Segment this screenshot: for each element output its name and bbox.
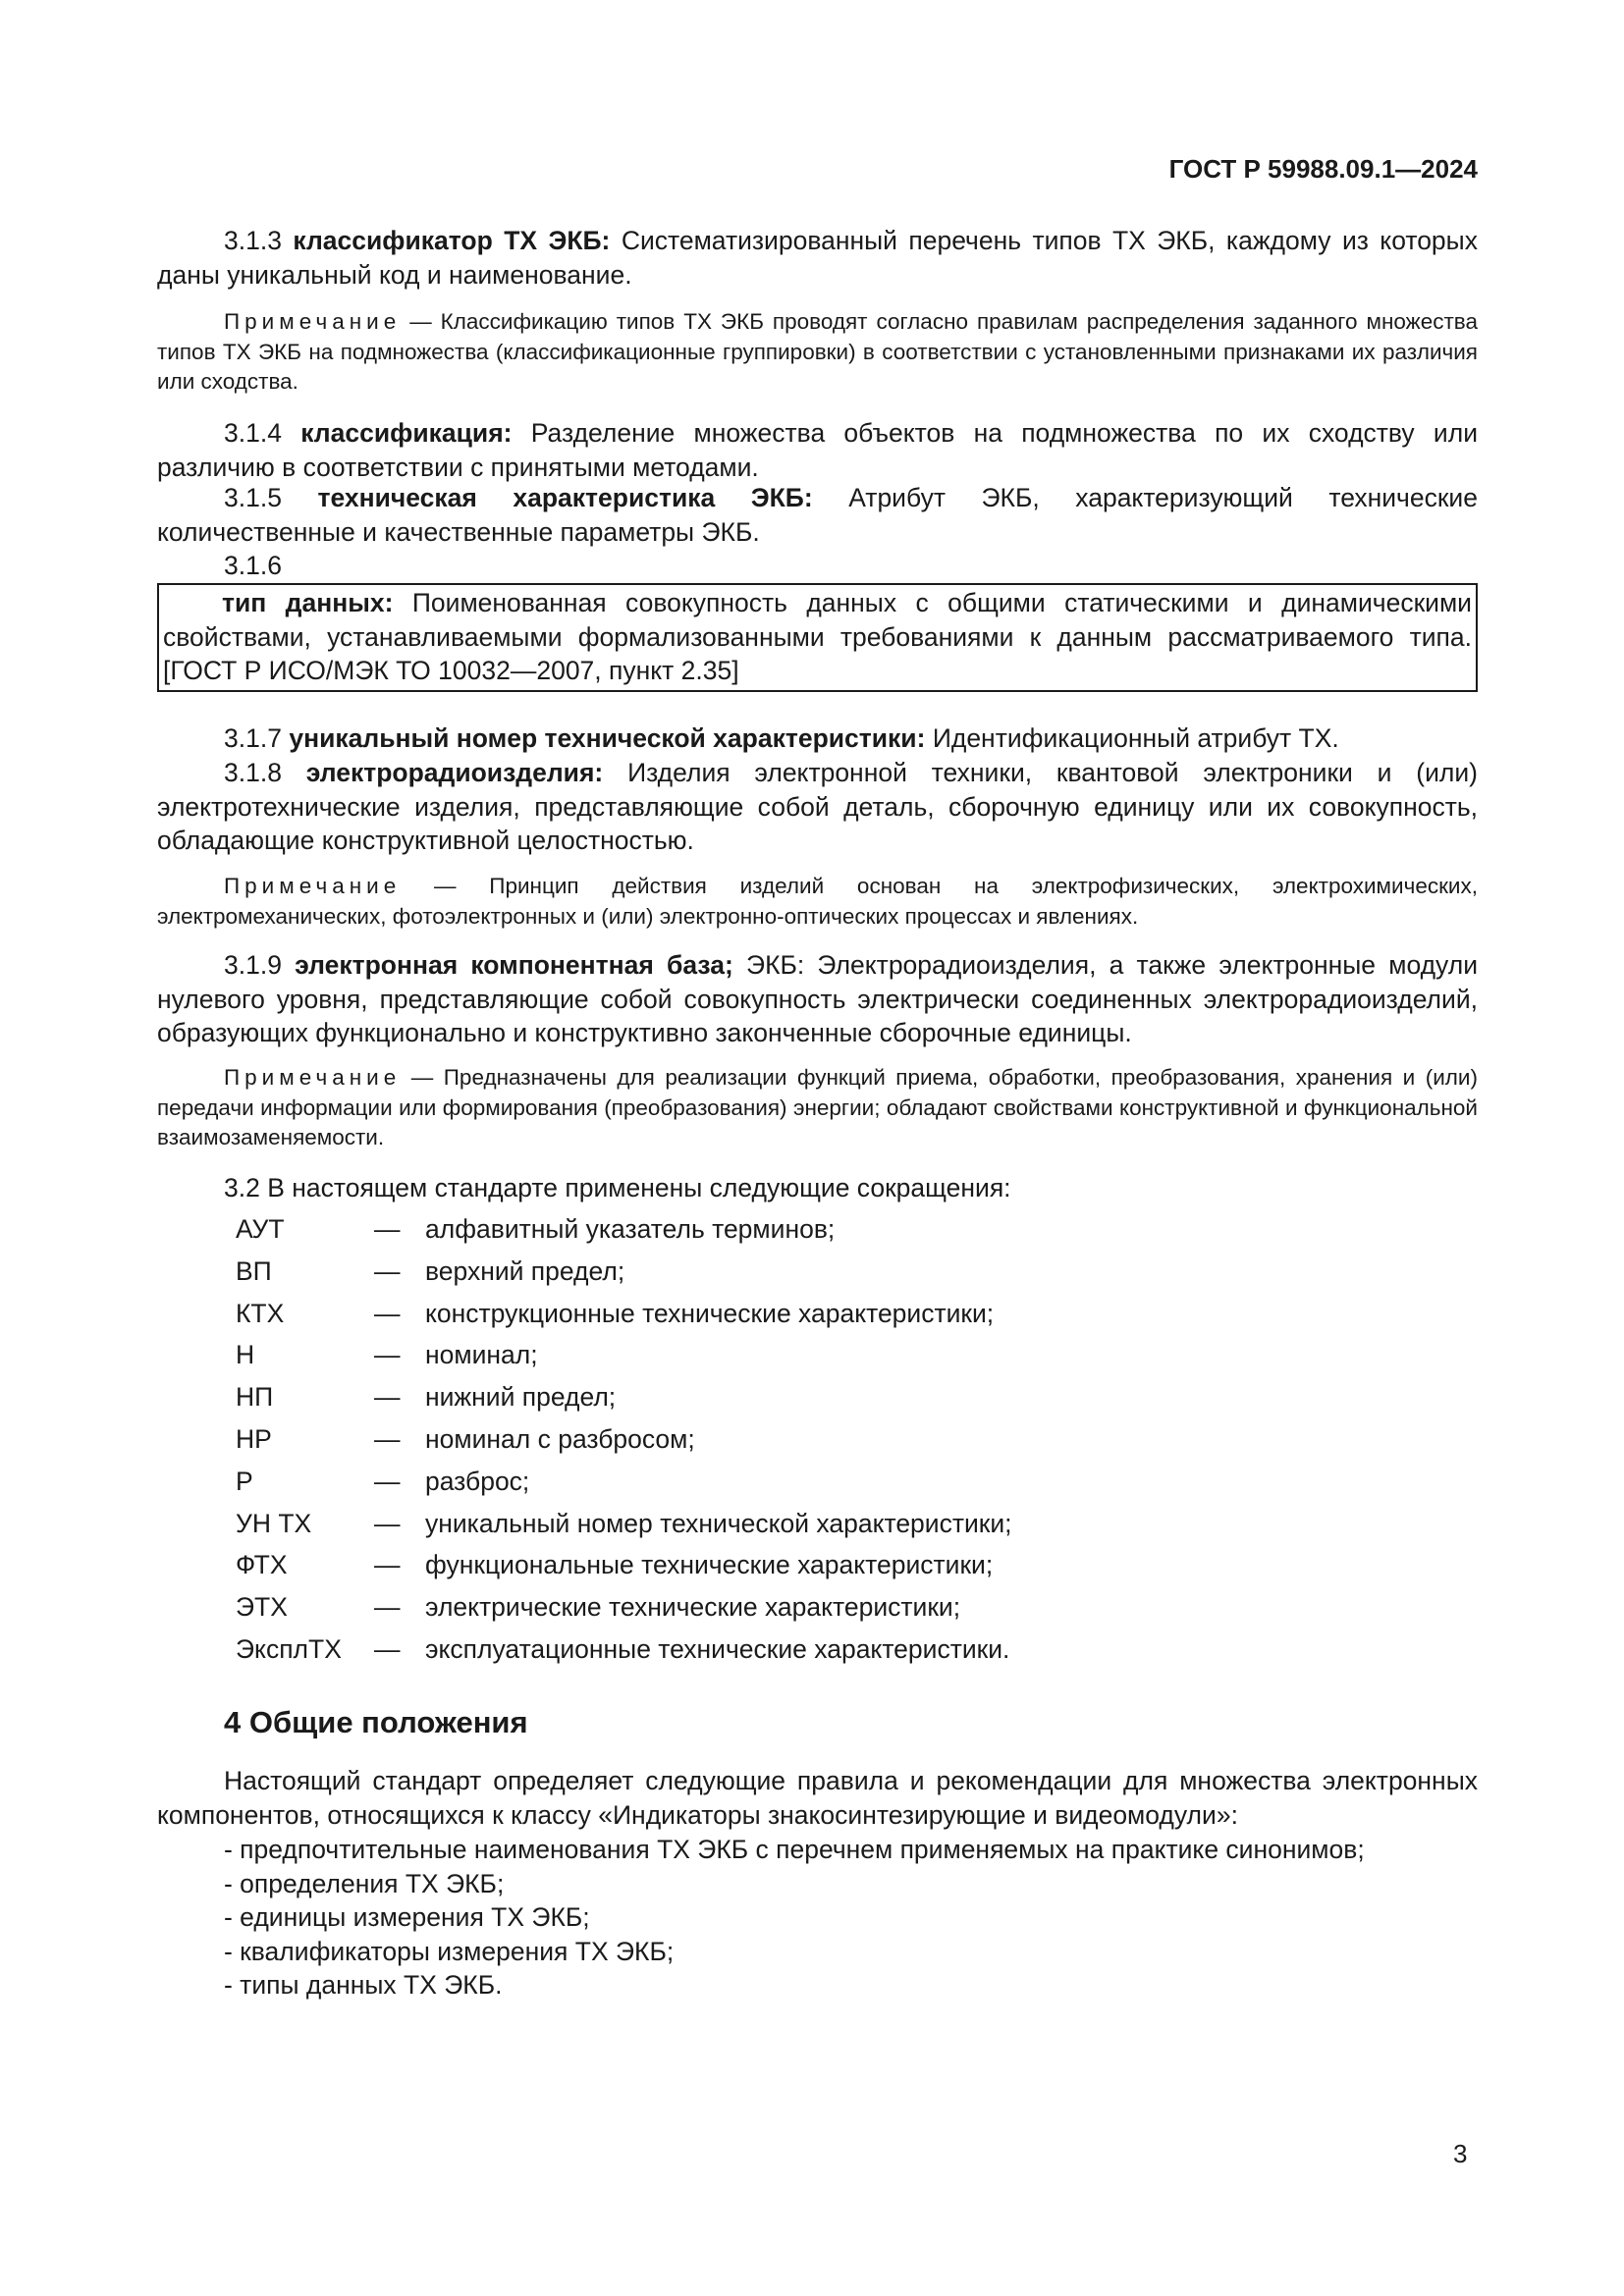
abbreviation-definition: эксплуатационные технические характеристики.: [425, 1633, 1010, 1664]
term-3-1-4: [157, 416, 1478, 484]
abbreviation-row: [236, 1255, 1218, 1297]
abbreviation-row: [236, 1297, 1218, 1339]
term-3-1-9: [157, 948, 1478, 1050]
abbreviation: НП: [236, 1382, 274, 1413]
abbreviations-intro-block: [157, 1171, 1478, 1205]
abbreviation-definition: электрические технические характеристики;: [425, 1592, 961, 1623]
dash: —: [374, 1508, 401, 1538]
section-heading: 4 Общие положения: [224, 1705, 528, 1739]
note-1: [157, 307, 1478, 398]
list-item: - типы данных ТХ ЭКБ.: [224, 1970, 503, 2000]
abbreviation: АУТ: [236, 1214, 285, 1244]
term-name: электрорадиоизделия:: [305, 758, 604, 787]
dash: —: [374, 1255, 401, 1286]
note-label: Примечание: [224, 874, 402, 898]
document-header: ГОСТ Р 59988.09.1—2024: [1168, 154, 1478, 184]
dash: —: [374, 1214, 401, 1244]
term-3-1-3: [157, 224, 1478, 292]
section-4-list: [224, 1833, 1451, 2002]
dash: —: [374, 1633, 401, 1664]
note-text: — Принцип действия изделий основан на электрофизических, электрохимических, электромеханических, фотоэлектронных и (или) электронно-оптических процессах и явлениях.: [157, 874, 1478, 929]
dash: —: [374, 1466, 401, 1496]
abbreviations-list: [236, 1212, 1218, 1675]
term-3-1-8: [157, 756, 1478, 858]
term-name: классификация:: [300, 418, 513, 448]
list-item: - квалификаторы измерения ТХ ЭКБ;: [224, 1936, 675, 1966]
abbreviation: ЭТХ: [236, 1592, 288, 1623]
term-name: уникальный номер технической характеристики:: [289, 723, 926, 753]
note-text: — Предназначены для реализации функций приема, обработки, преобразования, хранения и (или) передачи информации или формирования (преобразования) энергии; обладают свойствами конструктивной и функциональной взаимозаменяемости.: [157, 1065, 1478, 1149]
abbreviation-definition: конструкционные технические характеристики;: [425, 1298, 995, 1328]
abbreviation-row: [236, 1632, 1218, 1675]
term-number: 3.1.5: [224, 483, 282, 512]
abbreviation: УН ТХ: [236, 1508, 312, 1538]
term-number: 3.1.3: [224, 226, 282, 255]
dash: —: [374, 1340, 401, 1370]
abbreviation: Р: [236, 1466, 253, 1496]
term-name: классификатор ТХ ЭКБ:: [293, 226, 611, 255]
abbreviations-intro: 3.2 В настоящем стандарте применены следующие сокращения:: [224, 1173, 1011, 1202]
term-definition: Атрибут ЭКБ, характеризующий технические количественные и качественные параметры ЭКБ.: [157, 483, 1478, 547]
abbreviation-definition: функциональные технические характеристики;: [425, 1550, 994, 1580]
abbreviation: НР: [236, 1423, 272, 1454]
abbreviation-definition: верхний предел;: [425, 1255, 625, 1286]
note-text: — Классификацию типов ТХ ЭКБ проводят согласно правилам распределения заданного множества типов ТХ ЭКБ на подмножества (классификационные группировки) в соответствии с установленными признаками их различия или сходства.: [157, 309, 1478, 394]
term-number: 3.1.6: [224, 551, 282, 580]
abbreviation-row: [236, 1212, 1218, 1255]
term-3-1-6-number: [157, 549, 1478, 583]
abbreviation-row: [236, 1590, 1218, 1632]
term-definition: Поименованная совокупность данных с общими статическими и динамическими свойствами, устанавливаемыми формализованными требованиями к данным рассматриваемого типа. [ГОСТ Р ИСО/МЭК ТО 10032—2007, пункт 2.35]: [163, 588, 1472, 685]
term-name: электронная компонентная база;: [295, 950, 733, 980]
abbreviation: ВП: [236, 1255, 272, 1286]
section-4-intro: Настоящий стандарт определяет следующие правила и рекомендации для множества электронных компонентов, относящихся к классу «Индикаторы знакосинтезирующие и видеомодули»:: [157, 1766, 1478, 1830]
term-number: 3.1.4: [224, 418, 282, 448]
abbreviation-definition: уникальный номер технической характеристики;: [425, 1508, 1012, 1538]
note-2: [157, 872, 1478, 932]
note-3: [157, 1063, 1478, 1153]
note-label: Примечание: [224, 309, 402, 334]
abbreviation-definition: разброс;: [425, 1466, 530, 1496]
abbreviation-definition: номинал;: [425, 1340, 538, 1370]
list-item: - определения ТХ ЭКБ;: [224, 1868, 505, 1898]
abbreviation-row: [236, 1507, 1218, 1549]
term-definition: Изделия электронной техники, квантовой электроники и (или) электротехнические изделия, представляющие собой деталь, сборочную единицу или их совокупность, обладающие конструктивной целостностью.: [157, 758, 1478, 855]
dash: —: [374, 1592, 401, 1623]
term-name: техническая характеристика ЭКБ:: [317, 483, 813, 512]
term-definition: Разделение множества объектов на подмножества по их сходству или различию в соответствии с принятыми методами.: [157, 418, 1478, 482]
term-definition: Систематизированный перечень типов ТХ ЭКБ, каждому из которых даны уникальный код и наименование.: [157, 226, 1478, 290]
term-number: 3.1.9: [224, 950, 282, 980]
abbreviation: ФТХ: [236, 1550, 288, 1580]
dash: —: [374, 1382, 401, 1413]
term-number: 3.1.8: [224, 758, 282, 787]
abbreviation-definition: нижний предел;: [425, 1382, 617, 1413]
dash: —: [374, 1423, 401, 1454]
abbreviation-row: [236, 1548, 1218, 1590]
abbreviation: Н: [236, 1340, 255, 1370]
abbreviation-row: [236, 1380, 1218, 1422]
abbreviation-row: [236, 1338, 1218, 1380]
term-3-1-5: [157, 481, 1478, 549]
term-3-1-7: [157, 721, 1478, 756]
dash: —: [374, 1298, 401, 1328]
dash: —: [374, 1550, 401, 1580]
term-3-1-6-box: [157, 583, 1478, 692]
list-item: - предпочтительные наименования ТХ ЭКБ с перечнем применяемых на практике синонимов;: [224, 1835, 1365, 1864]
list-item: - единицы измерения ТХ ЭКБ;: [224, 1902, 590, 1932]
abbreviation-row: [236, 1422, 1218, 1465]
abbreviation: ЭксплТХ: [236, 1633, 342, 1664]
abbreviation-definition: алфавитный указатель терминов;: [425, 1214, 836, 1244]
term-definition: Идентификационный атрибут ТХ.: [932, 723, 1339, 753]
term-number: 3.1.7: [224, 723, 282, 753]
abbreviation: КТХ: [236, 1298, 285, 1328]
note-label: Примечание: [224, 1065, 402, 1090]
abbreviation-row: [236, 1465, 1218, 1507]
page-number: 3: [1453, 2139, 1468, 2168]
term-name: тип данных:: [222, 588, 394, 617]
abbreviation-definition: номинал с разбросом;: [425, 1423, 695, 1454]
term-definition: ЭКБ: Электрорадиоизделия, а также электронные модули нулевого уровня, представляющие собой совокупность электрически соединенных электрорадиоизделий, образующих функционально и конструктивно законченные сборочные единицы.: [157, 950, 1478, 1047]
